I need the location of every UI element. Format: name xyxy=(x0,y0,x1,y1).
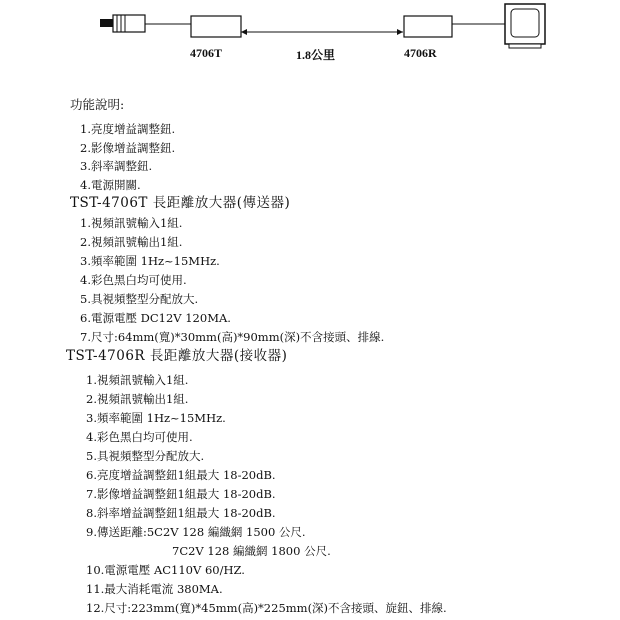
receiver-item: 7.影像增益調整鈕1組最大 18-20dB. xyxy=(86,487,276,501)
transmitter-item: 3.頻率範圍 1Hz~15MHz. xyxy=(80,254,220,268)
intro-item: 3.斜率調整鈕. xyxy=(80,159,153,173)
receiver-item: 2.視頻訊號輸出1組. xyxy=(86,392,189,406)
receiver-item: 12.尺寸:223mm(寬)*45mm(高)*225mm(深)不含接頭、旋鈕、排線. xyxy=(86,601,447,615)
receiver-item: 6.亮度增益調整鈕1組最大 18-20dB. xyxy=(86,468,276,482)
function-heading: 功能說明: xyxy=(70,97,125,112)
transmitter-item: 6.電源電壓 DC12V 120MA. xyxy=(80,311,231,325)
receiver-item: 1.視頻訊號輸入1組. xyxy=(86,373,189,387)
transmitter-item: 1.視頻訊號輸入1組. xyxy=(80,216,183,230)
distance-label: 1.8公里 xyxy=(296,48,336,62)
arrow-right-icon xyxy=(397,29,403,35)
receiver-item: 4.彩色黑白均可使用. xyxy=(86,430,193,444)
transmitter-item: 2.視頻訊號輸出1組. xyxy=(80,235,183,249)
receiver-box xyxy=(404,16,452,37)
receiver-label: 4706R xyxy=(404,46,437,60)
receiver-item: 8.斜率增益調整鈕1組最大 18-20dB. xyxy=(86,506,276,520)
transmitter-box xyxy=(191,16,241,37)
camera-icon xyxy=(100,15,145,32)
transmitter-item: 5.具視頻整型分配放大. xyxy=(80,292,199,306)
transmitter-item: 4.彩色黑白均可使用. xyxy=(80,273,187,287)
receiver-item: 9.傳送距離:5C2V 128 編織網 1500 公尺. xyxy=(86,525,306,539)
intro-item: 1.亮度增益調整鈕. xyxy=(80,122,176,136)
arrow-left-icon xyxy=(241,29,247,35)
receiver-item: 5.具視頻整型分配放大. xyxy=(86,449,205,463)
receiver-item: 11.最大消耗電流 380MA. xyxy=(86,582,223,596)
transmitter-item: 7.尺寸:64mm(寬)*30mm(高)*90mm(深)不含接頭、排線. xyxy=(80,330,385,344)
receiver-title: TST-4706R 長距離放大器(接收器) xyxy=(66,348,288,364)
receiver-item: 3.頻率範圍 1Hz~15MHz. xyxy=(86,411,226,425)
intro-item: 2.影像增益調整鈕. xyxy=(80,141,176,155)
transmitter-title: TST-4706T 長距離放大器(傳送器) xyxy=(70,195,291,211)
receiver-item: 10.電源電壓 AC110V 60/HZ. xyxy=(86,563,245,577)
transmitter-label: 4706T xyxy=(190,46,223,60)
intro-item: 4.電源開關. xyxy=(80,178,141,192)
receiver-item: 7C2V 128 編織網 1800 公尺. xyxy=(172,544,331,558)
monitor-icon xyxy=(505,4,545,48)
